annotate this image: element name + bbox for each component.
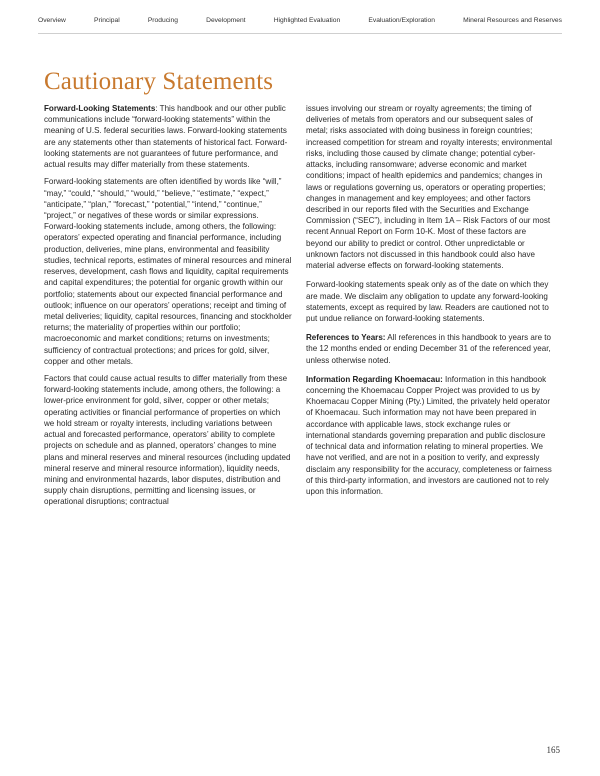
identification-paragraph: Forward-looking statements are often identified by words like “will,” “may,” “could,” “should,” “would,” “believe,” “estimate,” “expect,” “anticipate,” “plan,” “forecast,” “potential,” “intend,” “continue,” “project,” or negatives of these words or similar expressions. Forward-looking statements include, among others, the following: operators’ expected operating and financial performance, including production, deliveries, mine plans, environmental and feasibility studies, technical reports, estimates of mineral resources and mineral reserves, development, cash flows and liquidity, capital requirements and capital expenditures; the potential for organic growth within our portfolio; statements about our expected financial performance and outlook; influence on our operators’ operations; receipt and timing of metal deliveries; liquidity, capital resources, financing and stockholder returns; the materiality of properties within our portfolio; macroeconomic and market conditions; returns on investments; sufficiency of contractual protections; and prices for gold, silver, copper and other metals. <box>44 177 292 366</box>
nav-development[interactable]: Development <box>206 17 246 24</box>
khoemacau-paragraph <box>306 374 554 497</box>
top-navigation <box>38 17 562 24</box>
nav-divider <box>38 33 562 34</box>
forward-looking-paragraph <box>44 103 292 170</box>
khoemacau-heading: Information Regarding Khoemacau: <box>306 374 443 384</box>
disclaimer-paragraph: Forward-looking statements speak only as of the date on which they are made. We disclaim any obligation to update any forward-looking statements, except as required by law. Readers are cautioned not to put undue reliance on forward-looking statements. <box>306 280 549 323</box>
forward-looking-heading: Forward-Looking Statements <box>44 104 156 113</box>
nav-producing[interactable]: Producing <box>147 17 178 24</box>
references-to-years-heading: References to Years: <box>306 333 386 343</box>
right-column <box>306 103 554 503</box>
references-to-years-paragraph <box>306 332 554 366</box>
left-column <box>44 103 292 514</box>
nav-mineral-resources-reserves[interactable]: Mineral Resources and Reserves <box>463 17 562 24</box>
nav-evaluation-exploration[interactable]: Evaluation/Exploration <box>368 17 435 24</box>
page-title: Cautionary Statements <box>44 68 274 95</box>
forward-looking-text: : This handbook and our other public communications include “forward-looking statements” within the meaning of U.S. federal securities laws. Forward-looking statements are any statements other than statements of historical fact. Forward-looking statements are not guarantees of future performance, and actual results may differ materially from these statements. <box>44 104 288 170</box>
risk-factors-paragraph: Factors that could cause actual results to differ materially from these forward-looking statements include, among others, the following: a lower-price environment for gold, silver, copper or other metals; operating activities or financial performance of properties on which we hold stream or royalty interests, including variations between actual and forecasted performance, operators’ ability to complete projects on schedule and as planned, operators’ changes to mine plans and mineral reserves and mineral resources (including updated mineral reserve and mineral resource information), liquidity needs, mining and environmental hazards, labor disputes, distribution and supply chain disruptions, permitting and licensing issues, or operational disruptions; contractual <box>44 374 291 507</box>
nav-overview[interactable]: Overview <box>38 17 66 24</box>
risk-factors-continued-paragraph: issues involving our stream or royalty agreements; the timing of deliveries of metals from operators and our subsequent sales of metal; risks associated with doing business in foreign countries; increased competition for stream and royalty interests; environmental risks, including those caused by climate change; potential cyber-attacks, including ransomware; adverse economic and market conditions; impact of health epidemics and pandemics; changes in laws or regulations governing us, operators or operating properties; changes in management and key employees; and other factors described in our reports filed with the Securities and Exchange Commission (“SEC”), including in Item 1A – Risk Factors of our most recent Annual Report on Form 10-K. Most of these factors are beyond our ability to predict or control. Other unpredictable or unknown factors not discussed in this handbook could also have material adverse effects on forward-looking statements. <box>306 104 552 271</box>
khoemacau-text: Information in this handbook concerning the Khoemacau Copper Project was provided to us by Khoemacau Copper Mining (Pty.) Limited, the privately held operator of Khoemacau. Such information may not have been prepared in accordance with applicable laws, stock exchange rules or international standards governing preparation and public disclosure of technical data and information relating to mineral properties. We have not verified, and are not in a position to verify, and expressly disclaim any responsibility for the accuracy, completeness or fairness of this third-party information, and investors are cautioned not to rely upon this information. <box>306 374 552 496</box>
nav-principal[interactable]: Principal <box>94 17 120 24</box>
references-to-years-text: All references in this handbook to years are to the 12 months ended or ending December 31 of the referenced year, unless otherwise noted. <box>306 333 551 365</box>
page-number: 165 <box>546 745 560 755</box>
nav-highlighted-evaluation[interactable]: Highlighted Evaluation <box>273 17 341 24</box>
